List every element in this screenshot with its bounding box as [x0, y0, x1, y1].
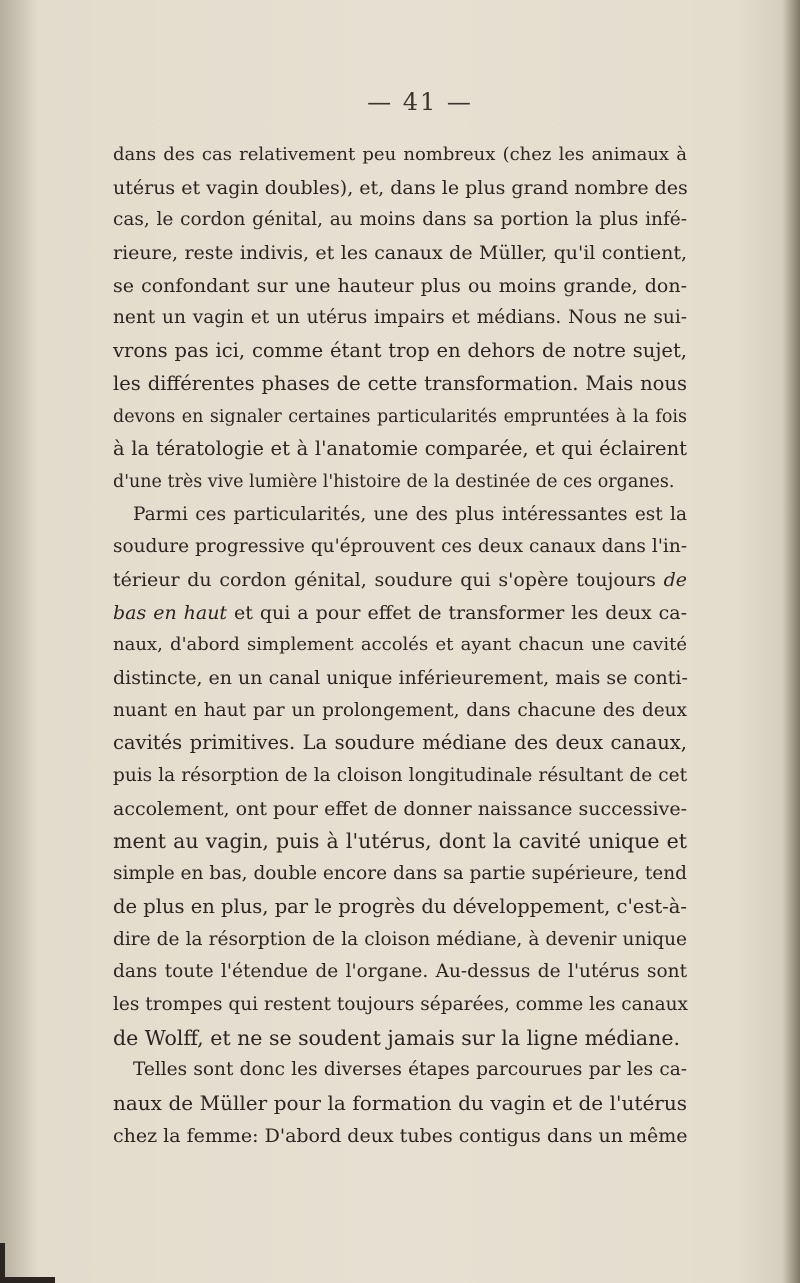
- text-line: Telles sont donc les diverses étapes parcourues par les ca-: [133, 1059, 687, 1081]
- text-line: d'une très vive lumière l'histoire de la destinée de ces organes.: [113, 471, 675, 492]
- text-line: naux de Müller pour la formation du vagin et de l'utérus: [113, 1090, 687, 1115]
- text-line: chez la femme: D'abord deux tubes contigus dans un même: [113, 1124, 688, 1147]
- text-line: puis la résorption de la cloison longitudinale résultant de cet: [113, 765, 687, 787]
- text-line: naux, d'abord simplement accolés et ayant chacun une cavité: [113, 634, 687, 656]
- text-line: se confondant sur une hauteur plus ou moins grande, don-: [113, 274, 687, 297]
- text-line: vrons pas ici, comme étant trop en dehors de notre sujet,: [113, 339, 687, 363]
- scan-corner-mark: [0, 1277, 55, 1283]
- text-line: devons en signaler certaines particularités empruntées à la fois: [113, 406, 687, 427]
- text-line: distincte, en un canal unique inférieurement, mais se conti-: [113, 667, 688, 689]
- text-line: Parmi ces particularités, une des plus intéressantes est la: [133, 503, 687, 525]
- text-line: cas, le cordon génital, au moins dans sa portion la plus infé-: [113, 209, 687, 231]
- text-line: nent un vagin et un utérus impairs et médians. Nous ne sui-: [113, 307, 687, 329]
- text-line: dire de la résorption de la cloison médiane, à devenir unique: [113, 928, 687, 950]
- text-line: simple en bas, double encore dans sa partie supérieure, tend: [113, 863, 687, 885]
- text-line: cavités primitives. La soudure médiane des deux canaux,: [113, 731, 687, 755]
- text-line: à la tératologie et à l'anatomie comparée, et qui éclairent: [113, 437, 687, 461]
- text-line: ment au vagin, puis à l'utérus, dont la cavité unique et: [113, 829, 687, 854]
- text-line: dans des cas relativement peu nombreux (chez les animaux à: [113, 144, 687, 165]
- text-line: accolement, ont pour effet de donner naissance successive-: [113, 797, 687, 820]
- text-line: de plus en plus, par le progrès du développement, c'est-à-: [113, 894, 687, 918]
- text-line: les trompes qui restent toujours séparées, comme les canaux: [113, 993, 688, 1015]
- scan-corner-mark-vertical: [0, 1243, 5, 1283]
- text-line: les différentes phases de cette transformation. Mais nous: [113, 371, 687, 395]
- body-text: [113, 139, 687, 1152]
- text-line: soudure progressive qu'éprouvent ces deux canaux dans l'in-: [113, 536, 687, 558]
- text-line: bas en haut et qui a pour effet de transformer les deux ca-: [113, 601, 687, 624]
- page-number: — 41 —: [367, 88, 473, 116]
- text-line: utérus et vagin doubles), et, dans le plus grand nombre des: [113, 176, 688, 199]
- text-line: térieur du cordon génital, soudure qui s'opère toujours de: [113, 568, 687, 591]
- text-line: dans toute l'étendue de l'organe. Au-dessus de l'utérus sont: [113, 961, 687, 983]
- page-edge-shadow: [782, 0, 800, 1283]
- page-gutter-shadow: [0, 0, 40, 1283]
- text-line: rieure, reste indivis, et les canaux de Müller, qu'il contient,: [113, 242, 687, 265]
- text-line: nuant en haut par un prolongement, dans chacune des deux: [113, 699, 687, 721]
- text-line: de Wolff, et ne se soudent jamais sur la ligne médiane.: [113, 1025, 680, 1050]
